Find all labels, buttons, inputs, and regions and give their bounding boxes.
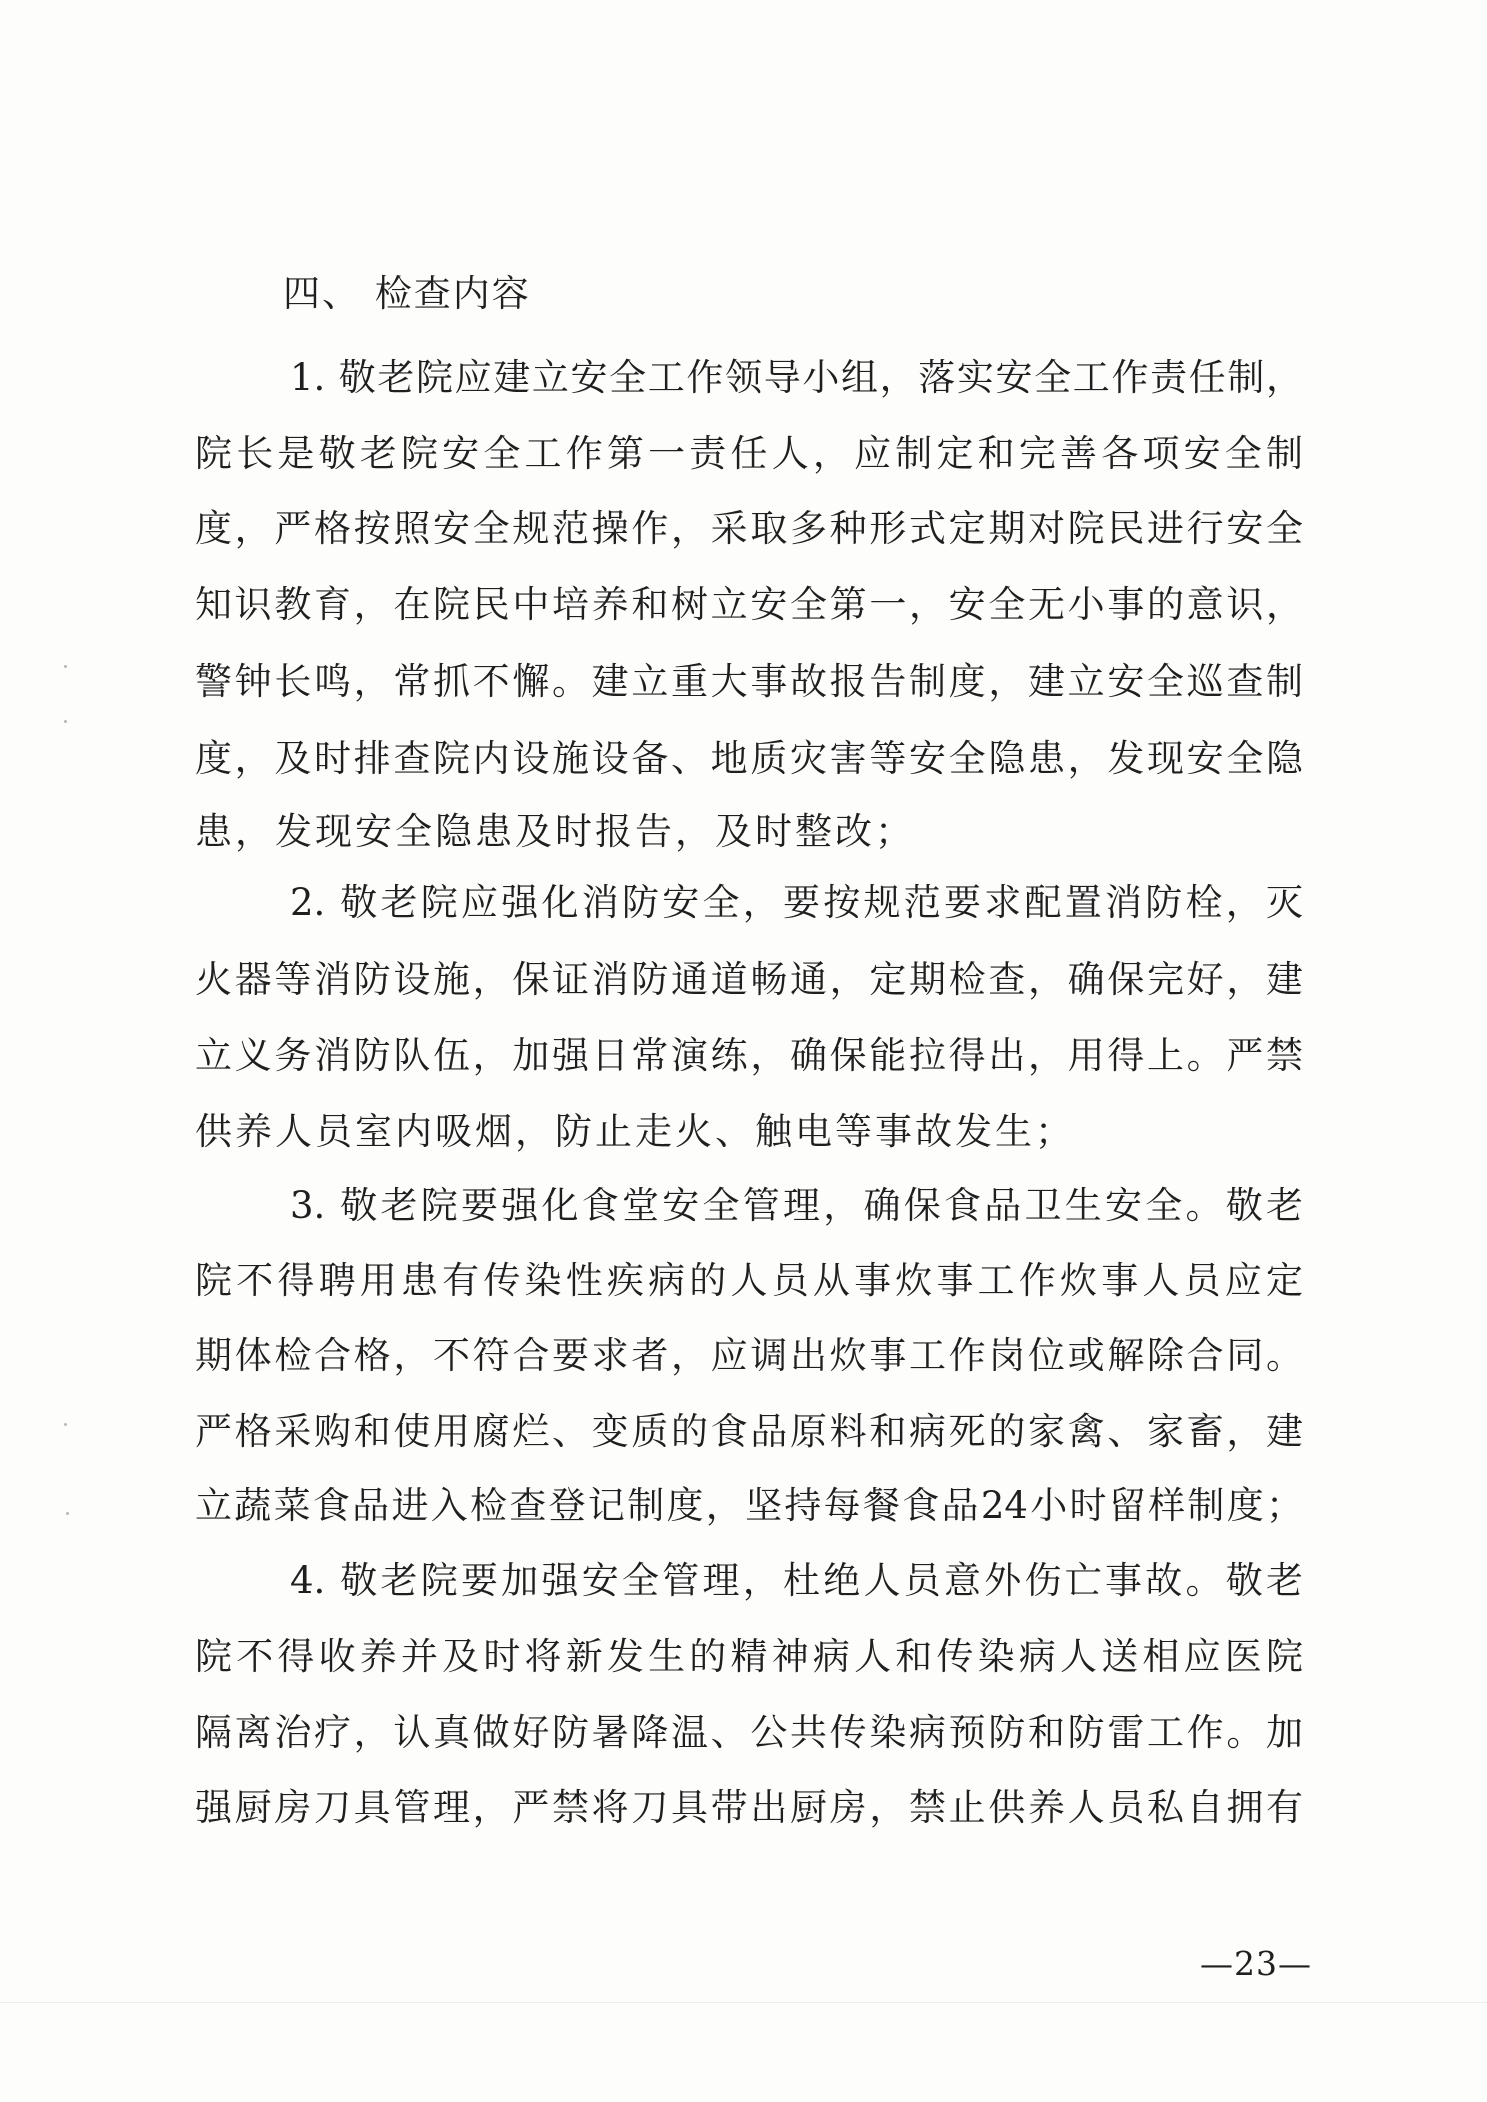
paragraph-4-line-1: 4. 敬老院要加强安全管理，杜绝人员意外伤亡事故。敬老: [290, 1559, 1303, 1602]
paragraph-4-line-4: 强厨房刀具管理，严禁将刀具带出厨房，禁止供养人员私自拥有: [195, 1786, 1303, 1829]
paragraph-2-line-3: 立义务消防队伍，加强日常演练，确保能拉得出，用得上。严禁: [195, 1034, 1303, 1077]
scan-edge-line: [0, 2002, 1487, 2003]
paragraph-3-line-4: 严格采购和使用腐烂、变质的食品原料和病死的家禽、家畜，建: [195, 1410, 1303, 1453]
paragraph-1-line-7: 患，发现安全隐患及时报告，及时整改；: [195, 810, 915, 853]
paragraph-1-line-6: 度，及时排查院内设施设备、地质灾害等安全隐患，发现安全隐: [195, 737, 1303, 780]
paragraph-4-line-2: 院不得收养并及时将新发生的精神病人和传染病人送相应医院: [195, 1635, 1303, 1678]
scan-dot: [64, 720, 67, 723]
paragraph-4-line-3: 隔离治疗，认真做好防暑降温、公共传染病预防和防雷工作。加: [195, 1711, 1303, 1754]
paragraph-2-line-1: 2. 敬老院应强化消防安全，要按规范要求配置消防栓，灭: [290, 881, 1303, 924]
paragraph-2-line-2: 火器等消防设施，保证消防通道畅通，定期检查，确保完好，建: [195, 958, 1303, 1001]
paragraph-3-line-2: 院不得聘用患有传染性疾病的人员从事炊事工作炊事人员应定: [195, 1259, 1303, 1302]
scan-dot: [66, 1512, 69, 1515]
scan-dot: [64, 1423, 67, 1426]
scan-dot: [64, 665, 67, 668]
paragraph-2-line-4: 供养人员室内吸烟，防止走火、触电等事故发生；: [195, 1110, 1075, 1153]
paragraph-3-line-5: 立蔬菜食品进入检查登记制度，坚持每餐食品24小时留样制度；: [195, 1484, 1303, 1527]
paragraph-3-line-3: 期体检合格，不符合要求者，应调出炊事工作岗位或解除合同。: [195, 1334, 1303, 1377]
paragraph-1-line-3: 度，严格按照安全规范操作，采取多种形式定期对院民进行安全: [195, 507, 1303, 550]
paragraph-3-line-1: 3. 敬老院要强化食堂安全管理，确保食品卫生安全。敬老: [290, 1184, 1303, 1227]
paragraph-1-line-2: 院长是敬老院安全工作第一责任人，应制定和完善各项安全制: [195, 432, 1303, 475]
section-heading: 四、 检查内容: [283, 272, 531, 315]
paragraph-1-line-1: 1. 敬老院应建立安全工作领导小组，落实安全工作责任制，: [290, 356, 1303, 399]
paragraph-1-line-4: 知识教育，在院民中培养和树立安全第一，安全无小事的意识，: [195, 583, 1303, 626]
paragraph-1-line-5: 警钟长鸣，常抓不懈。建立重大事故报告制度，建立安全巡查制: [195, 660, 1303, 703]
page-number: —23—: [1200, 1944, 1312, 1983]
